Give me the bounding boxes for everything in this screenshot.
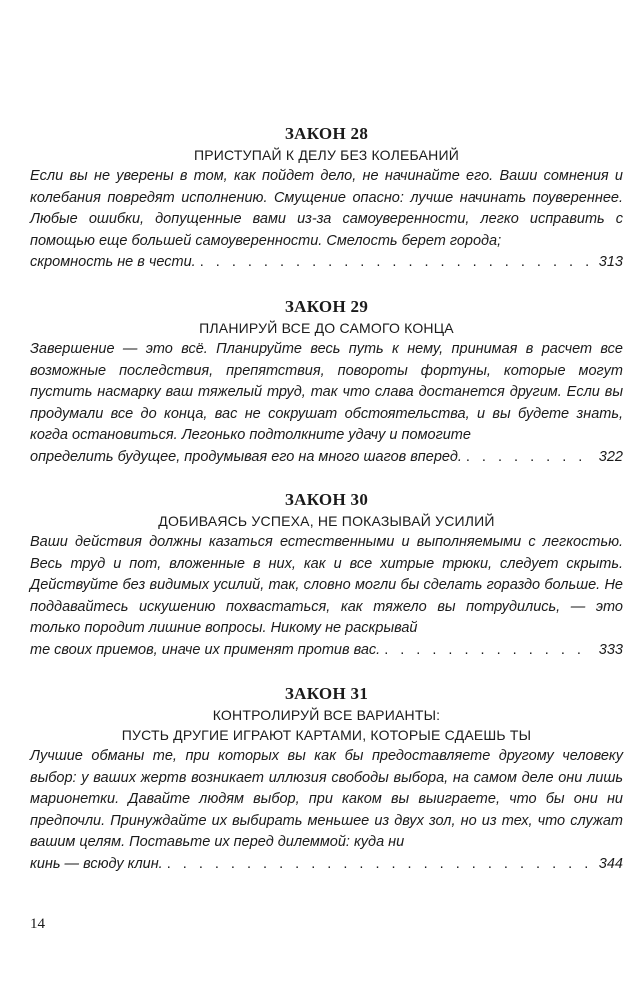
description-text: Завершение — это всё. Планируйте весь путь к нему, принимая в расчет все возможные последствия, препятствия, повороты фортуны, которые могут пустить насмарку ваш тяжелый труд, так что слава достанется другим. Если вы продумали все до конца, вас не сокрушат обстоятельства, и вы будете знать, когда остановиться. Легонько подтолкните удачу и помогите [30, 341, 623, 444]
law-28 [30, 123, 623, 274]
law-description [30, 746, 623, 876]
page-number: 344 [598, 855, 623, 872]
law-31 [30, 683, 623, 876]
page-number: 322 [598, 448, 623, 465]
dot-leader [200, 252, 593, 274]
toc-entry-line [30, 252, 623, 274]
law-29 [30, 296, 623, 469]
law-title: ДОБИВАЯСЬ УСПЕХА, НЕ ПОКАЗЫВАЙ УСИЛИЙ [158, 513, 495, 529]
description-text: Лучшие обманы те, при которых вы как бы предоставляете другому человеку выбор: у ваших жертв возникает иллюзия свободы выбора, на самом деле они лишь марионетки. Давайте людям выбор, при каком вы выиграете, что бы они ни предпочли. Принуждайте их выбирать меньшее из двух зол, но из тех, что служат вашим целям. Поставьте их перед дилеммой: куда ни [30, 748, 623, 851]
toc-entry-line [30, 640, 623, 662]
law-description [30, 339, 623, 469]
toc-entry-line [30, 447, 623, 469]
dot-leader [167, 854, 593, 876]
law-description [30, 166, 623, 274]
law-subtitle: ПУСТЬ ДРУГИЕ ИГРАЮТ КАРТАМИ, КОТОРЫЕ СДАЕШЬ ТЫ [121, 727, 532, 743]
folio-page-number: 14 [30, 916, 45, 932]
law-number: ЗАКОН 30 [284, 490, 369, 509]
law-number: ЗАКОН 28 [284, 124, 369, 143]
law-30 [30, 489, 623, 662]
description-text: Ваши действия должны казаться естественными и выполняемыми с легкостью. Весь труд и пот, вложенные в них, как и все хитрые трюки, следует скрыть. Действуйте без видимых усилий, так, словно могли бы сделать гораздо больше. Не поддавайтесь искушению похвастаться, как тяжело вы потрудились, — это только породит лишние вопросы. Никому не раскрывай [30, 534, 623, 637]
description-last-line: кинь — всюду клин. [30, 855, 163, 872]
law-number: ЗАКОН 31 [284, 684, 369, 703]
page-number: 313 [598, 254, 623, 271]
toc-entry-line [30, 854, 623, 876]
description-last-line: скромность не в чести. [30, 254, 196, 271]
dot-leader [466, 447, 593, 469]
law-title: ПРИСТУПАЙ К ДЕЛУ БЕЗ КОЛЕБАНИЙ [193, 147, 459, 163]
law-number: ЗАКОН 29 [284, 297, 369, 316]
law-description [30, 532, 623, 662]
page-number: 333 [598, 641, 623, 658]
law-title: ПЛАНИРУЙ ВСЕ ДО САМОГО КОНЦА [199, 320, 454, 336]
description-last-line: определить будущее, продумывая его на много шагов вперед. [30, 448, 462, 465]
dot-leader [384, 640, 593, 662]
description-text: Если вы не уверены в том, как пойдет дело, не начинайте его. Ваши сомнения и колебания повредят исполнению. Смущение опасно: лучше начинать поувереннее. Любые ошибки, допущенные вами из-за самоуверенности, легко исправить с помощью еще большей самоуверенности. Смелость берет города; [30, 168, 623, 249]
description-last-line: те своих приемов, иначе их применят против вас. [30, 641, 381, 658]
law-title: КОНТРОЛИРУЙ ВСЕ ВАРИАНТЫ: [212, 707, 441, 723]
